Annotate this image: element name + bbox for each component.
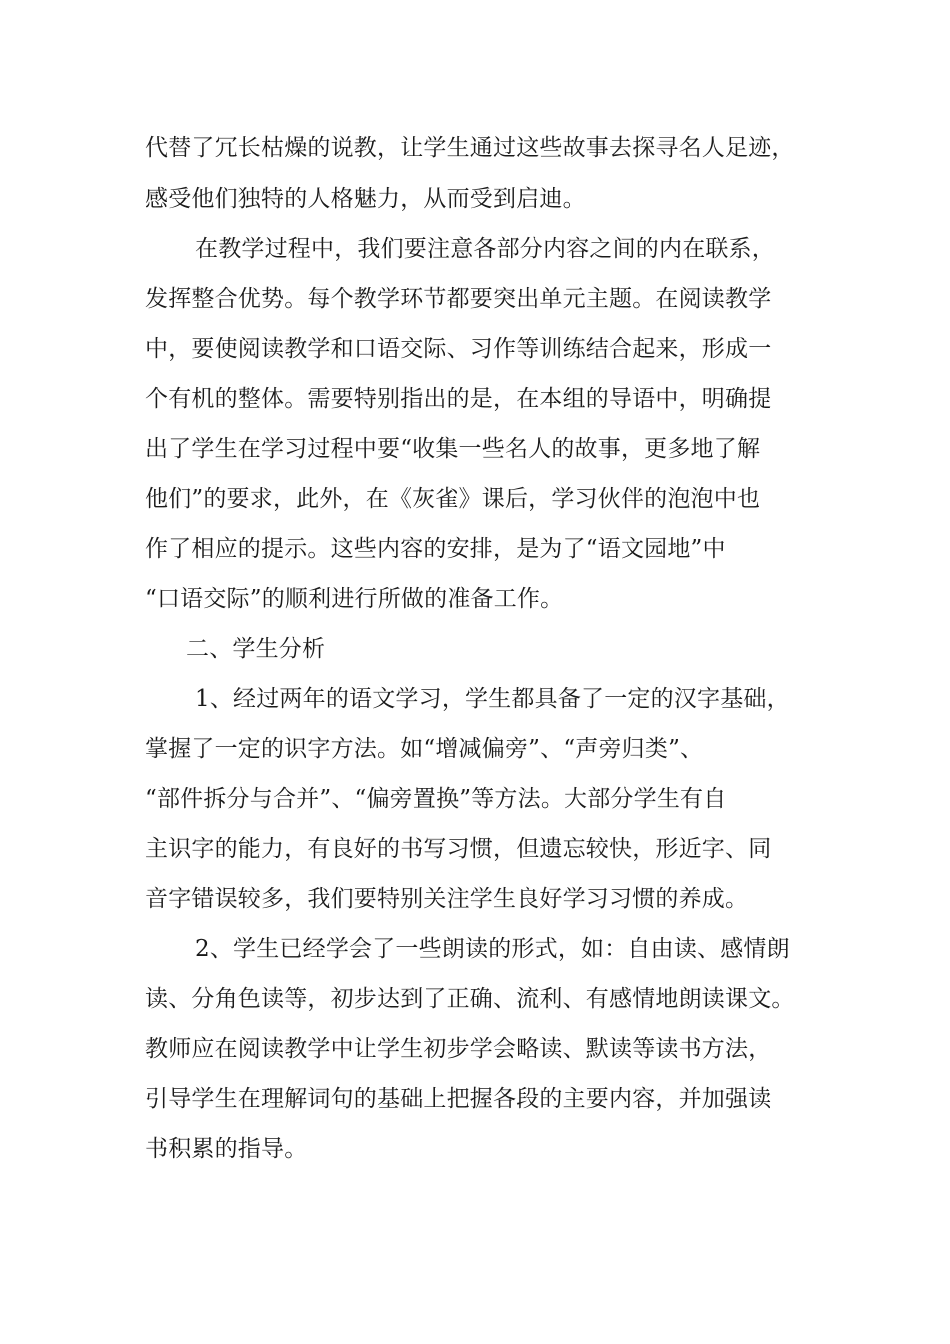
text-line-10: “口语交际”的顺利进行所做的准备工作。 [145, 586, 564, 612]
text-line-2: 感受他们独特的人格魅力，从而受到启迪。 [145, 186, 586, 212]
section-heading: 二、学生分析 [186, 636, 326, 662]
text-line-8: 他们”的要求，此外，在《灰雀》课后，学习伙伴的泡泡中也 [145, 486, 761, 512]
text-line-21: 书积累的指导。 [145, 1136, 308, 1162]
text-line-19: 教师应在阅读教学中让学生初步学会略读、默读等读书方法， [145, 1036, 772, 1062]
text-line-4: 发挥整合优势。每个教学环节都要突出单元主题。在阅读教学 [145, 286, 772, 312]
text-line-20: 引导学生在理解词句的基础上把握各段的主要内容，并加强读 [145, 1086, 772, 1112]
text-line-15: 主识字的能力，有良好的书写习惯，但遗忘较快，形近字、同 [145, 836, 772, 862]
text-line-14: “部件拆分与合并”、“偏旁置换”等方法。大部分学生有自 [145, 786, 727, 812]
text-line-1: 代替了冗长枯燥的说教，让学生通过这些故事去探寻名人足迹， [145, 135, 795, 161]
text-line-5: 中，要使阅读教学和口语交际、习作等训练结合起来，形成一 [145, 336, 772, 362]
text-line-9: 作了相应的提示。这些内容的安排，是为了“语文园地”中 [145, 536, 726, 562]
text-line-12: 1、经过两年的语文学习，学生都具备了一定的汉字基础， [195, 686, 790, 712]
text-line-6: 个有机的整体。需要特别指出的是，在本组的导语中，明确提 [145, 386, 772, 412]
text-line-7: 出了学生在学习过程中要“收集一些名人的故事，更多地了解 [145, 436, 761, 462]
text-line-17: 2、学生已经学会了一些朗读的形式，如：自由读、感情朗 [195, 936, 790, 962]
text-line-3: 在教学过程中，我们要注意各部分内容之间的内在联系， [195, 236, 775, 262]
text-line-16: 音字错误较多，我们要特别关注学生良好学习习惯的养成。 [145, 886, 749, 912]
text-line-18: 读、分角色读等，初步达到了正确、流利、有感情地朗读课文。 [145, 986, 795, 1012]
text-line-13: 掌握了一定的识字方法。如“增减偏旁”、“声旁归类”、 [145, 736, 704, 762]
